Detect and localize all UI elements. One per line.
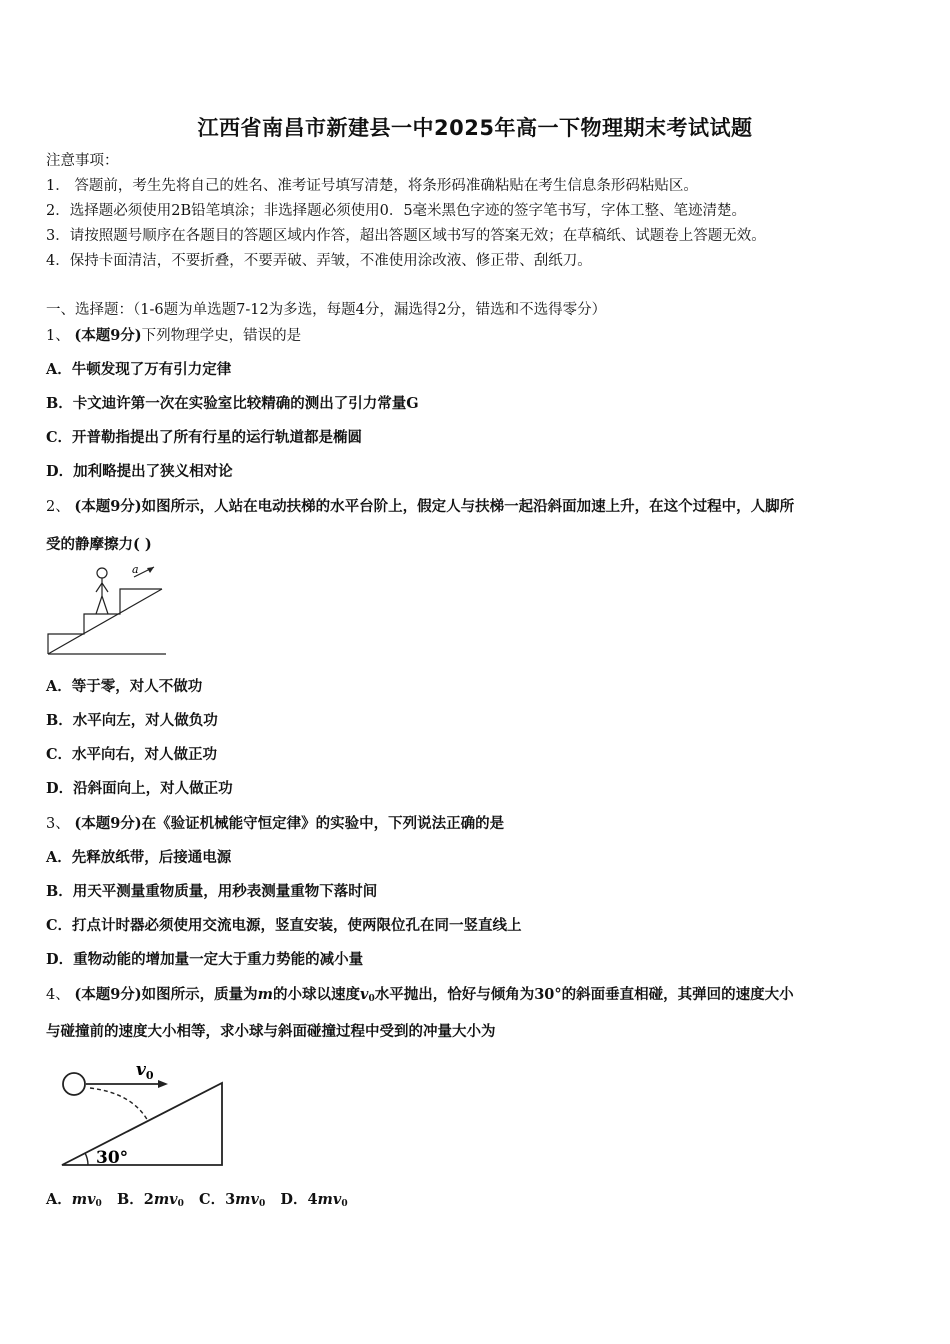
q4-option-b: B．$2mv_0$ xyxy=(116,1191,184,1209)
q2-option-c: C．水平向右，对人做正功 xyxy=(46,746,218,763)
question-score: (本题9分) xyxy=(74,498,142,515)
q1-option-a: A．牛顿发现了万有引力定律 xyxy=(46,361,232,378)
q2-option-d: D．沿斜面向上，对人做正功 xyxy=(46,780,233,797)
q4-options xyxy=(46,1190,348,1214)
question-4-stem: 4、 (本题9分)如图所示，质量为m的小球以速度$v_0$水平抛出，恰好与倾角为30°的斜面垂直相碰，其弹回的速度大小 xyxy=(46,986,794,1004)
q4-option-c: C．$3mv_0$ xyxy=(199,1191,266,1209)
question-score: (本题9分) xyxy=(74,327,142,344)
question-number: 4、 xyxy=(46,987,70,1003)
q4-option-d: D．$4mv_0$ xyxy=(280,1191,348,1209)
notice-item-1: 1． 答题前，考生先将自己的姓名、准考证号填写清楚，将条形码准确粘贴在考生信息条形码粘贴区。 xyxy=(46,178,698,194)
notice-item-3: 3．请按照题号顺序在各题目的答题区域内作答，超出答题区域书写的答案无效；在草稿纸、试题卷上答题无效。 xyxy=(46,228,766,244)
page-title: 江西省南昌市新建县一中2025年高一下物理期末考试试题 xyxy=(197,116,753,140)
escalator-figure xyxy=(46,563,170,659)
q2-option-a: A．等于零，对人不做功 xyxy=(46,678,203,695)
question-text: 在《验证机械能守恒定律》的实验中，下列说法正确的是 xyxy=(141,815,505,832)
question-4-stem-line2: 与碰撞前的速度大小相等，求小球与斜面碰撞过程中受到的冲量大小为 xyxy=(46,1023,496,1040)
velocity-symbol: v xyxy=(360,986,369,1003)
q1-option-d: D．加利略提出了狭义相对论 xyxy=(46,463,233,480)
notice-item-2: 2．选择题必须使用2B铅笔填涂；非选择题必须使用0．5毫米黑色字迹的签字笔书写，字体工整、笔迹清楚。 xyxy=(46,203,747,219)
question-number: 1、 xyxy=(46,328,70,344)
q2-option-b: B．水平向左，对人做负功 xyxy=(46,712,218,729)
q1-option-b: B．卡文迪许第一次在实验室比较精确的测出了引力常量G xyxy=(46,395,419,412)
question-number: 3、 xyxy=(46,816,70,832)
notice-item-4: 4．保持卡面清洁，不要折叠，不要弄破、弄皱，不准使用涂改液、修正带、刮纸刀。 xyxy=(46,253,592,269)
acceleration-label: a xyxy=(132,563,139,576)
question-score: (本题9分) xyxy=(74,986,142,1003)
initial-velocity-label: $v_0$ xyxy=(136,1060,154,1082)
question-text: 下列物理学史，错误的是 xyxy=(141,328,302,344)
q3-option-c: C．打点计时器必须使用交流电源，竖直安装，使两限位孔在同一竖直线上 xyxy=(46,917,522,934)
question-1-stem xyxy=(46,326,301,346)
incline-angle-label: 30° xyxy=(96,1148,129,1168)
notice-heading: 注意事项： xyxy=(46,153,119,169)
question-2-stem xyxy=(46,497,794,517)
mass-symbol: m xyxy=(257,986,273,1003)
q1-option-c: C．开普勒指提出了所有行星的运行轨道都是椭圆 xyxy=(46,429,363,446)
question-number: 2、 xyxy=(46,499,70,515)
q3-option-d: D．重物动能的增加量一定大于重力势能的减小量 xyxy=(46,951,364,968)
incline-figure xyxy=(56,1055,228,1171)
question-text: 如图所示，人站在电动扶梯的水平台阶上，假定人与扶梯一起沿斜面加速上升，在这个过程中，人脚所 xyxy=(141,498,795,515)
q3-option-a: A．先释放纸带，后接通电源 xyxy=(46,849,232,866)
question-3-stem xyxy=(46,814,504,834)
section-heading: 一、选择题：（1-6题为单选题7-12为多选，每题4分，漏选得2分，错选和不选得零分） xyxy=(46,302,607,318)
question-2-stem-line2: 受的静摩擦力( ) xyxy=(46,536,152,553)
q3-option-b: B．用天平测量重物质量，用秒表测量重物下落时间 xyxy=(46,883,378,900)
q4-option-a: A．$mv_0$ xyxy=(46,1191,102,1209)
question-score: (本题9分) xyxy=(74,815,142,832)
